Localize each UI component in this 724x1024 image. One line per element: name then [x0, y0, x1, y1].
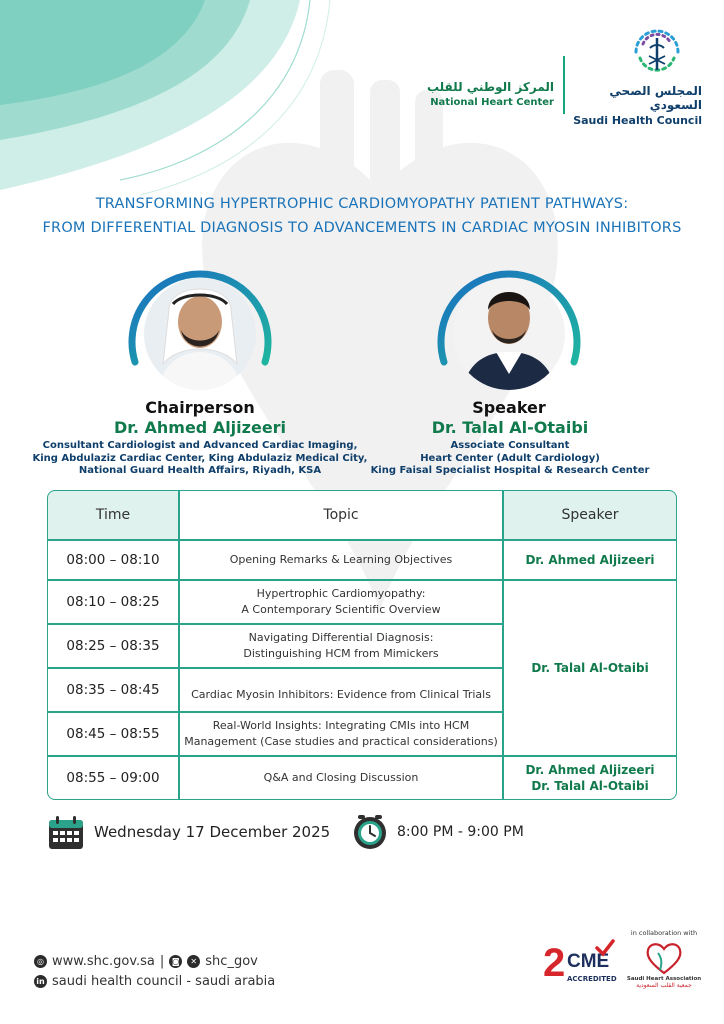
agenda-topic-line: Cardiac Myosin Inhibitors: Evidence from Clinical Trials: [191, 688, 491, 701]
chairperson-name: Dr. Ahmed Aljizeeri: [113, 418, 287, 437]
agenda-row-time: 08:10 – 08:25: [47, 580, 179, 624]
saudi-heart-association-logo: [624, 940, 704, 989]
shc-english-name: Saudi Health Council: [573, 114, 702, 127]
agenda-row-time: 08:25 – 08:35: [47, 624, 179, 668]
agenda-topic-line: Hypertrophic Cardiomyopathy:: [256, 587, 426, 600]
website-link[interactable]: www.shc.gov.sa: [52, 954, 155, 969]
agenda-row-time: 08:00 – 08:10: [47, 540, 179, 580]
chairperson-role-label: Chairperson: [145, 398, 255, 417]
agenda-table: [47, 490, 677, 800]
agenda-speaker-name: Dr. Ahmed Aljizeeri: [525, 553, 655, 567]
x-twitter-icon: ✕: [187, 955, 200, 968]
chairperson-affiliation-line: Consultant Cardiologist and Advanced Cardiac Imaging,: [42, 440, 358, 451]
social-handle[interactable]: shc_gov: [205, 954, 258, 969]
agenda-speaker-name: Dr. Talal Al-Otaibi: [531, 779, 649, 793]
globe-icon: ◎: [34, 955, 47, 968]
footer-linkedin-row: [34, 974, 275, 989]
agenda-row-time: 08:55 – 09:00: [47, 756, 179, 800]
event-title-line-2: FROM DIFFERENTIAL DIAGNOSIS TO ADVANCEMENTS IN CARDIAC MYOSIN INHIBITORS: [42, 220, 682, 236]
speaker-affiliation: [360, 440, 660, 478]
agenda-topic-line: Navigating Differential Diagnosis:: [248, 631, 434, 644]
sha-arabic-name: جمعية القلب السعودية: [636, 982, 692, 989]
saudi-health-council-logo: [572, 24, 702, 127]
cme-letters: CME: [567, 951, 610, 972]
agenda-speaker-name: Dr. Ahmed Aljizeeri: [525, 763, 655, 777]
chairperson-photo: [125, 252, 275, 402]
chairperson-affiliation-line: National Guard Health Affairs, Riyadh, KSA: [78, 465, 322, 476]
linkedin-icon: in: [34, 975, 47, 988]
speaker-affiliation-line: Associate Consultant: [450, 440, 570, 451]
agenda-speaker-cell: [503, 540, 677, 580]
agenda-header-time: Time: [47, 490, 179, 540]
event-date: Wednesday 17 December 2025: [94, 823, 331, 841]
agenda-speaker-name: Dr. Talal Al-Otaibi: [531, 661, 649, 675]
speaker-affiliation-line: King Faisal Specialist Hospital & Research Center: [370, 465, 650, 476]
agenda-row-time: 08:45 – 08:55: [47, 712, 179, 756]
agenda-speaker-cell: [503, 580, 677, 756]
cme-number: 2: [543, 941, 566, 985]
shc-emblem-icon: [630, 24, 684, 80]
agenda-row-time: 08:35 – 08:45: [47, 668, 179, 712]
heart-logo-icon: [644, 940, 684, 976]
instagram-icon: ◙: [169, 955, 182, 968]
agenda-topic-line: Distinguishing HCM from Mimickers: [243, 647, 439, 660]
footer-web-row: [34, 954, 258, 969]
national-heart-center-logo: [427, 80, 554, 108]
event-title-line-1: TRANSFORMING HYPERTROPHIC CARDIOMYOPATHY PATIENT PATHWAYS:: [95, 196, 629, 212]
agenda-header-speaker: Speaker: [503, 490, 677, 540]
event-title: [20, 192, 704, 240]
checkmark-icon: [595, 939, 615, 957]
agenda-topic-line: Opening Remarks & Learning Objectives: [229, 553, 453, 566]
cme-accredited-badge: [543, 941, 617, 991]
speaker-photo: [434, 252, 584, 402]
chairperson-affiliation-line: King Abdulaziz Cardiac Center, King Abdulaziz Medical City,: [32, 452, 368, 464]
event-time: 8:00 PM - 9:00 PM: [397, 824, 524, 840]
sha-english-name: Saudi Heart Association: [626, 976, 702, 982]
agenda-topic-line: Q&A and Closing Discussion: [263, 771, 419, 784]
speaker-name: Dr. Talal Al-Otaibi: [431, 418, 589, 437]
agenda-row-topic: [179, 668, 503, 712]
agenda-topic-line: Management (Case studies and practical considerations): [184, 735, 498, 748]
logo-divider: [563, 56, 565, 114]
agenda-row-topic: [179, 624, 503, 668]
agenda-header-topic: Topic: [179, 490, 503, 540]
agenda-row-topic: [179, 540, 503, 580]
calendar-icon: [48, 816, 84, 850]
agenda-row-topic: [179, 756, 503, 800]
shc-arabic-name: المجلس الصحي السعودي: [609, 84, 702, 112]
agenda-speaker-cell: [503, 756, 677, 800]
agenda-topic-line: Real-World Insights: Integrating CMIs into HCM: [212, 719, 470, 732]
agenda-row-topic: [179, 712, 503, 756]
chairperson-affiliation: [20, 440, 380, 478]
clock-icon: [352, 814, 388, 850]
speaker-affiliation-line: Heart Center (Adult Cardiology): [420, 452, 600, 464]
cme-accredited-label: ACCREDITED: [567, 975, 617, 983]
agenda-row-topic: [179, 580, 503, 624]
nhc-english-name: National Heart Center: [430, 97, 554, 108]
collaboration-label: in collaboration with: [630, 929, 698, 937]
separator: |: [159, 954, 165, 969]
nhc-arabic-name: المركز الوطني للقلب: [426, 80, 554, 94]
speaker-role-label: Speaker: [472, 398, 546, 417]
agenda-topic-line: A Contemporary Scientific Overview: [241, 603, 441, 616]
linkedin-link[interactable]: saudi health council - saudi arabia: [52, 974, 276, 989]
